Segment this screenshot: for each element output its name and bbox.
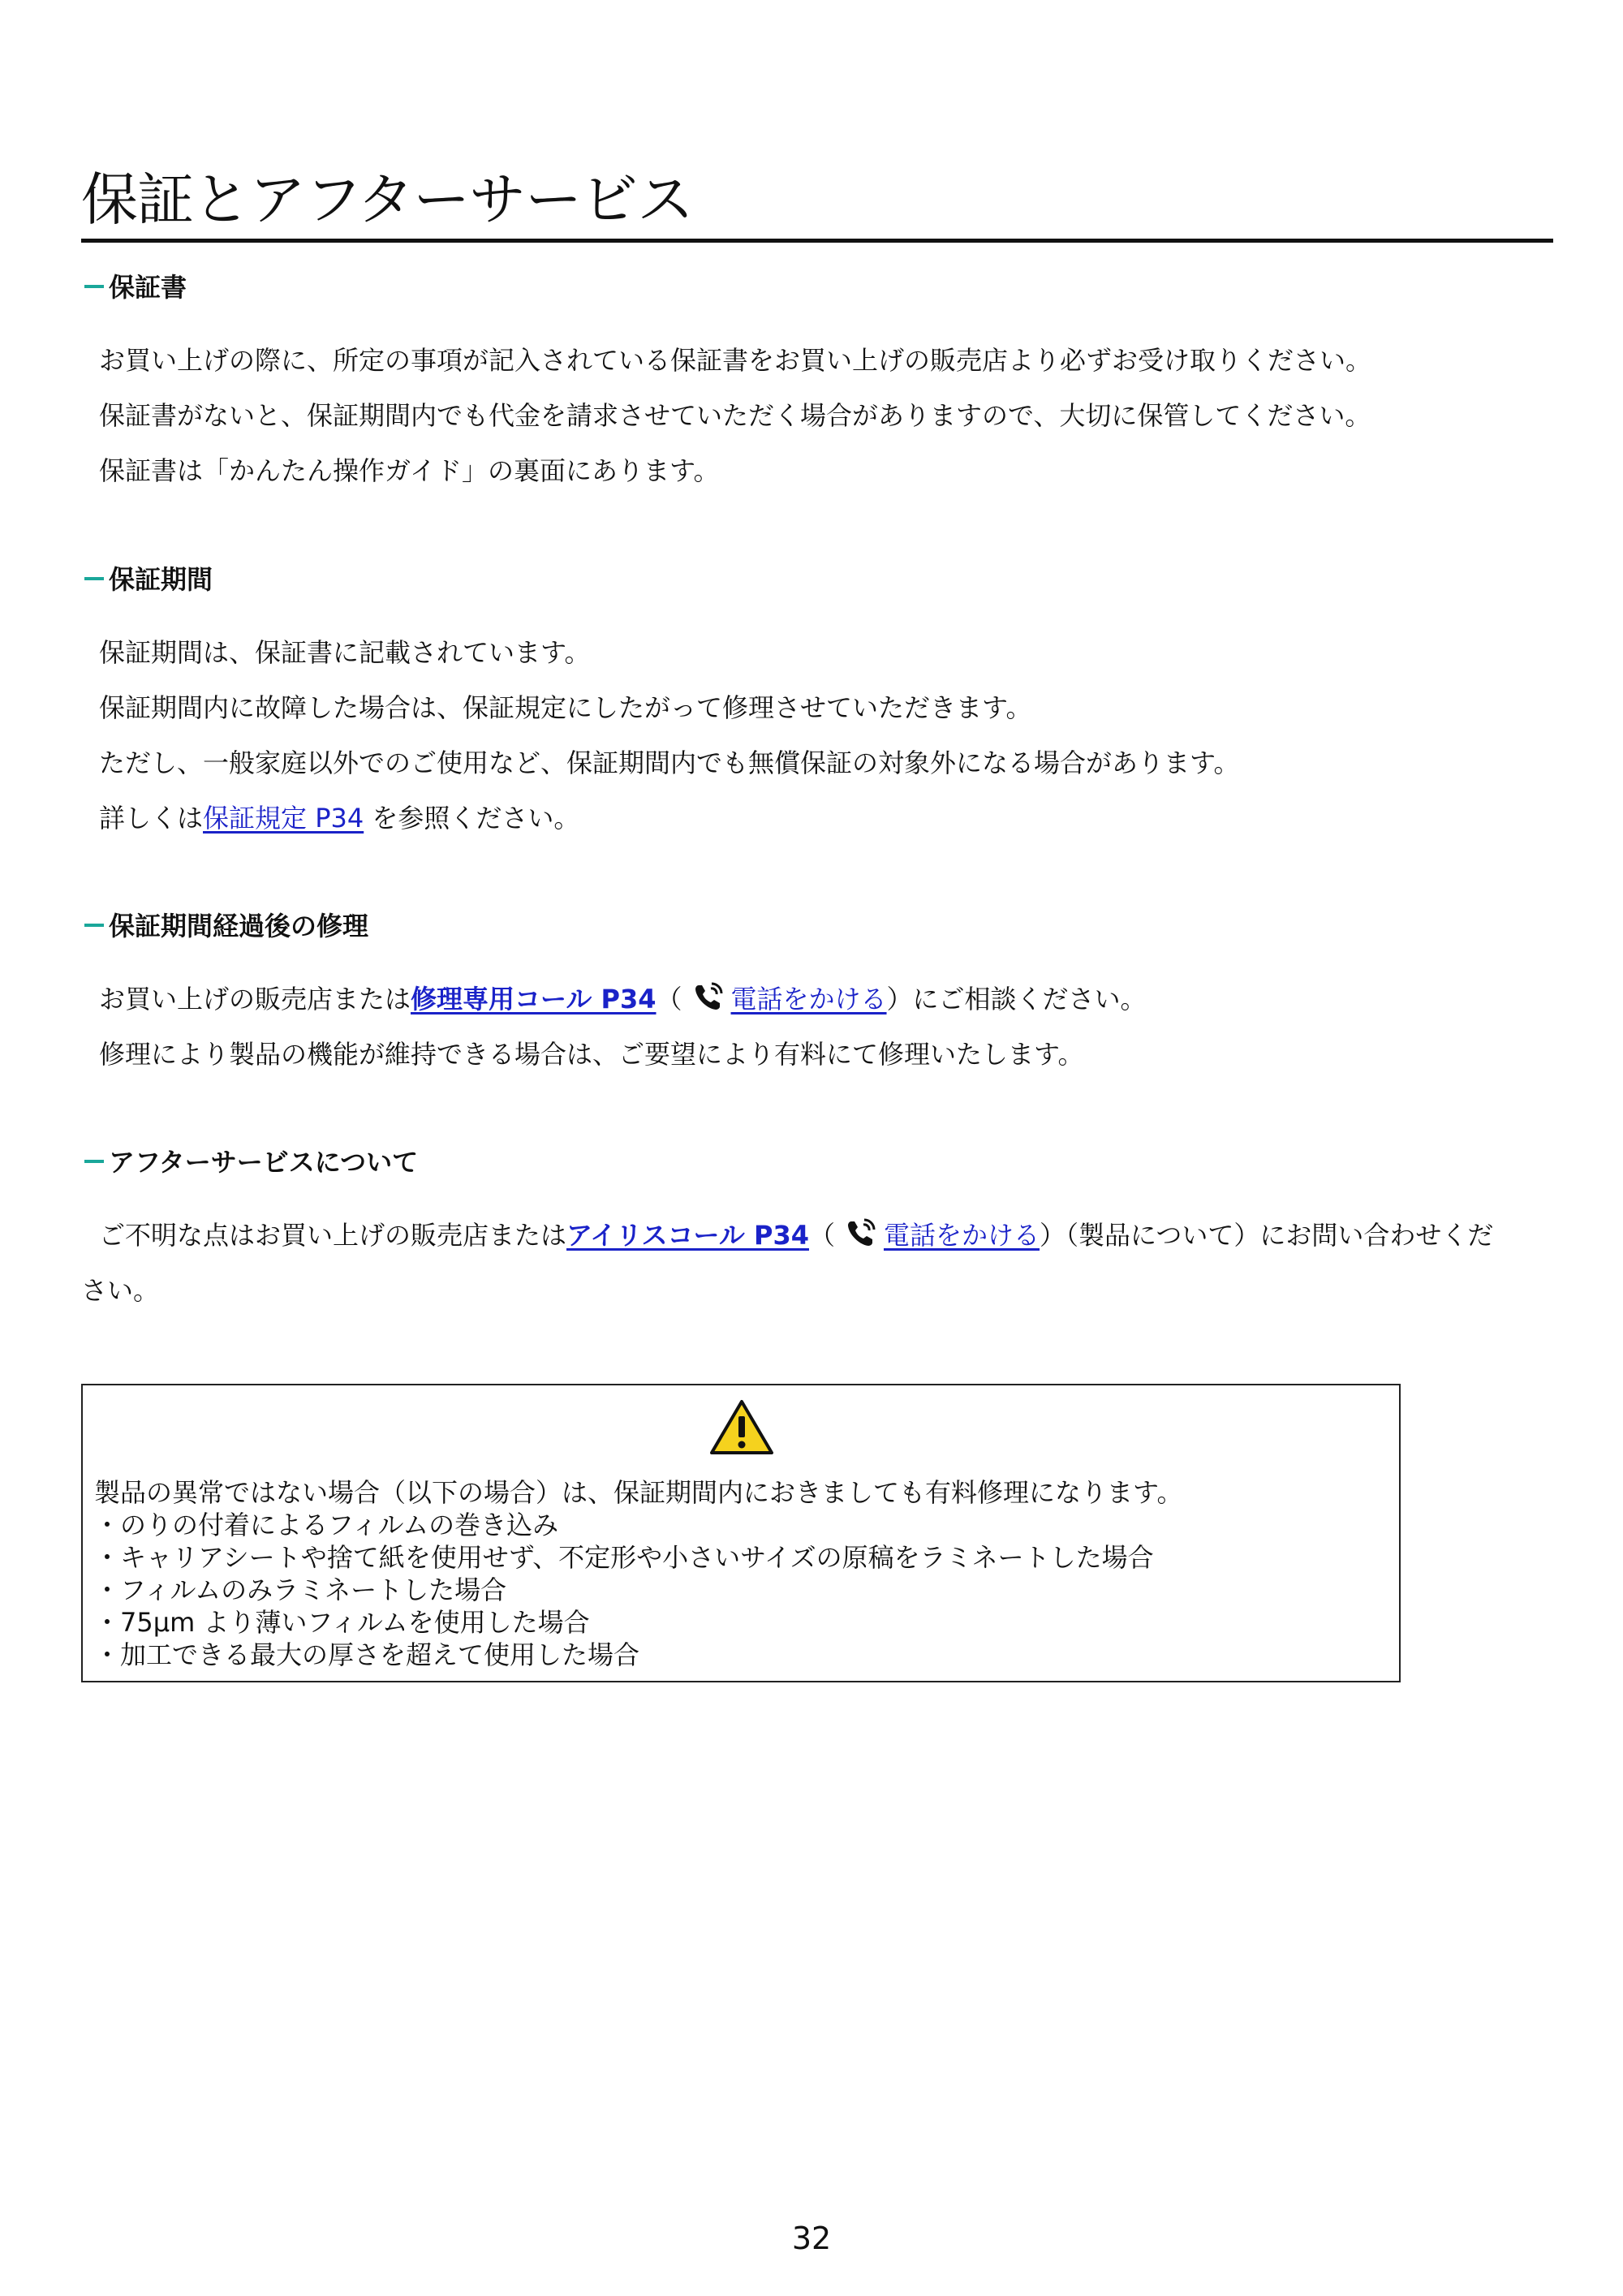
heading-dash-icon xyxy=(84,924,104,927)
text-line: 保証期間内に故障した場合は、保証規定にしたがって修理させていただきます。 xyxy=(99,692,1032,723)
warning-text xyxy=(94,1476,1182,1671)
warranty-period-body xyxy=(99,625,1239,846)
page-number: 32 xyxy=(791,2221,832,2256)
post-warranty-repair-body xyxy=(99,971,1147,1082)
section-heading-label: アフターサービスについて xyxy=(109,1147,419,1178)
warning-line: ・加工できる最大の厚さを超えて使用した場合 xyxy=(94,1639,640,1670)
text-line: 保証書がないと、保証期間内でも代金を請求させていただく場合がありますので、大切に保管してください。 xyxy=(99,400,1371,431)
warning-line: ・75μm より薄いフィルムを使用した場合 xyxy=(94,1607,590,1638)
section-heading-label: 保証書 xyxy=(109,272,187,303)
warning-line: ・フィルムのみラミネートした場合 xyxy=(94,1574,507,1605)
text-suffix: ）にご相談ください。 xyxy=(886,984,1147,1014)
warranty-card-body xyxy=(99,333,1371,498)
section-heading-post-warranty-repair xyxy=(84,907,368,946)
call-iris-link[interactable]: 電話をかける xyxy=(884,1220,1040,1251)
section-heading-after-service xyxy=(84,1143,418,1182)
phone-icon[interactable] xyxy=(845,1217,877,1249)
iris-call-link[interactable]: アイリスコール P34 xyxy=(566,1220,809,1251)
text-line: 保証期間は、保証書に記載されています。 xyxy=(99,637,591,668)
text-line xyxy=(99,790,1239,846)
warning-line: ・キャリアシートや捨て紙を使用せず、不定形や小さいサイズの原稿をラミネートした場合 xyxy=(94,1542,1154,1573)
text-suffix: ）（製品について）にお問い合わせくだ xyxy=(1040,1220,1494,1251)
paren-open: （ xyxy=(808,1220,835,1251)
text-line: さい。 xyxy=(81,1275,160,1306)
page-title: 保証とアフターサービス xyxy=(81,161,1553,243)
text-line: ただし、一般家庭以外でのご使用など、保証期間内でも無償保証の対象外になる場合があります。 xyxy=(99,747,1240,778)
heading-dash-icon xyxy=(84,1160,104,1163)
section-heading-warranty-period xyxy=(84,560,213,599)
phone-icon[interactable] xyxy=(692,980,725,1013)
warning-triangle-icon xyxy=(709,1398,774,1455)
text-prefix: お買い上げの販売店または xyxy=(99,984,411,1014)
paren-open: （ xyxy=(656,984,682,1014)
after-service-body xyxy=(99,1208,1493,1263)
warranty-terms-link[interactable]: 保証規定 P34 xyxy=(203,803,364,834)
text-prefix: ご不明な点はお買い上げの販売店または xyxy=(99,1220,567,1251)
detail-suffix: を参照ください。 xyxy=(364,803,580,834)
heading-dash-icon xyxy=(84,577,104,580)
detail-prefix: 詳しくは xyxy=(99,803,204,834)
heading-dash-icon xyxy=(84,285,104,288)
text-line xyxy=(99,1208,1493,1263)
after-service-wrap xyxy=(81,1263,159,1318)
text-line: お買い上げの際に、所定の事項が記入されている保証書をお買い上げの販売店より必ずお受け取りください。 xyxy=(99,345,1372,376)
call-repair-link[interactable]: 電話をかける xyxy=(730,984,887,1014)
warning-box xyxy=(81,1384,1401,1682)
section-heading-label: 保証期間経過後の修理 xyxy=(109,911,369,941)
repair-call-link[interactable]: 修理専用コール P34 xyxy=(411,984,657,1014)
text-line: 保証書は「かんたん操作ガイド」の裏面にあります。 xyxy=(99,455,720,486)
section-heading-warranty-card xyxy=(84,268,187,307)
warning-line: ・のりの付着によるフィルムの巻き込み xyxy=(94,1510,559,1540)
section-heading-label: 保証期間 xyxy=(109,564,213,595)
warning-line: 製品の異常ではない場合（以下の場合）は、保証期間内におきましても有料修理になります。 xyxy=(94,1477,1183,1508)
text-line: 修理により製品の機能が維持できる場合は、ご要望により有料にて修理いたします。 xyxy=(99,1039,1084,1070)
text-line xyxy=(99,971,1147,1027)
